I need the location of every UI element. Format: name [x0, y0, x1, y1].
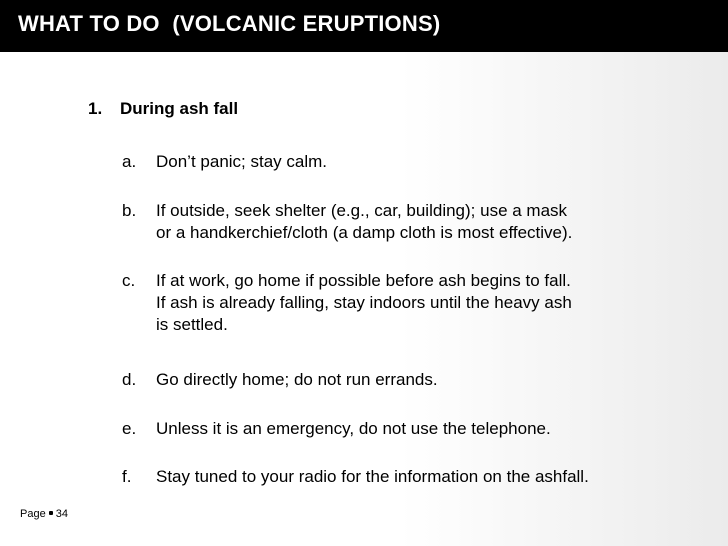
page-label: Page: [20, 508, 46, 520]
item-line: Don’t panic; stay calm.: [156, 152, 328, 171]
item-letter: b.: [122, 201, 137, 220]
item-letter: e.: [122, 419, 137, 438]
item-text: [156, 270, 716, 336]
item-letter: c.: [122, 271, 136, 290]
item-line: If ash is already falling, stay indoors until the heavy ash: [156, 293, 572, 312]
item-line: If outside, seek shelter (e.g., car, building); use a mask: [156, 201, 568, 220]
item-line: Go directly home; do not run errands.: [156, 370, 438, 389]
item-text: [156, 369, 716, 391]
item-line: Stay tuned to your radio for the information on the ashfall.: [156, 467, 589, 486]
item-line: or a handkerchief/cloth (a damp cloth is most effective).: [156, 223, 573, 242]
page-footer: [20, 508, 68, 520]
item-letter: a.: [122, 152, 137, 171]
title-bar: [0, 0, 728, 52]
page-number: 34: [55, 508, 68, 520]
slide-title: WHAT TO DO (VOLCANIC ERUPTIONS): [18, 11, 441, 36]
item-text: [156, 418, 716, 440]
heading-number: 1.: [88, 99, 103, 118]
item-letter: f.: [122, 467, 132, 486]
bullet-icon: [49, 511, 53, 515]
item-line: If at work, go home if possible before ash begins to fall.: [156, 271, 571, 290]
section-heading: [88, 99, 238, 119]
item-text: [156, 200, 716, 244]
item-letter: d.: [122, 370, 137, 389]
item-line: is settled.: [156, 315, 228, 334]
heading-text: During ash fall: [120, 99, 239, 118]
item-text: [156, 466, 716, 488]
item-text: [156, 151, 716, 173]
item-line: Unless it is an emergency, do not use the telephone.: [156, 419, 551, 438]
